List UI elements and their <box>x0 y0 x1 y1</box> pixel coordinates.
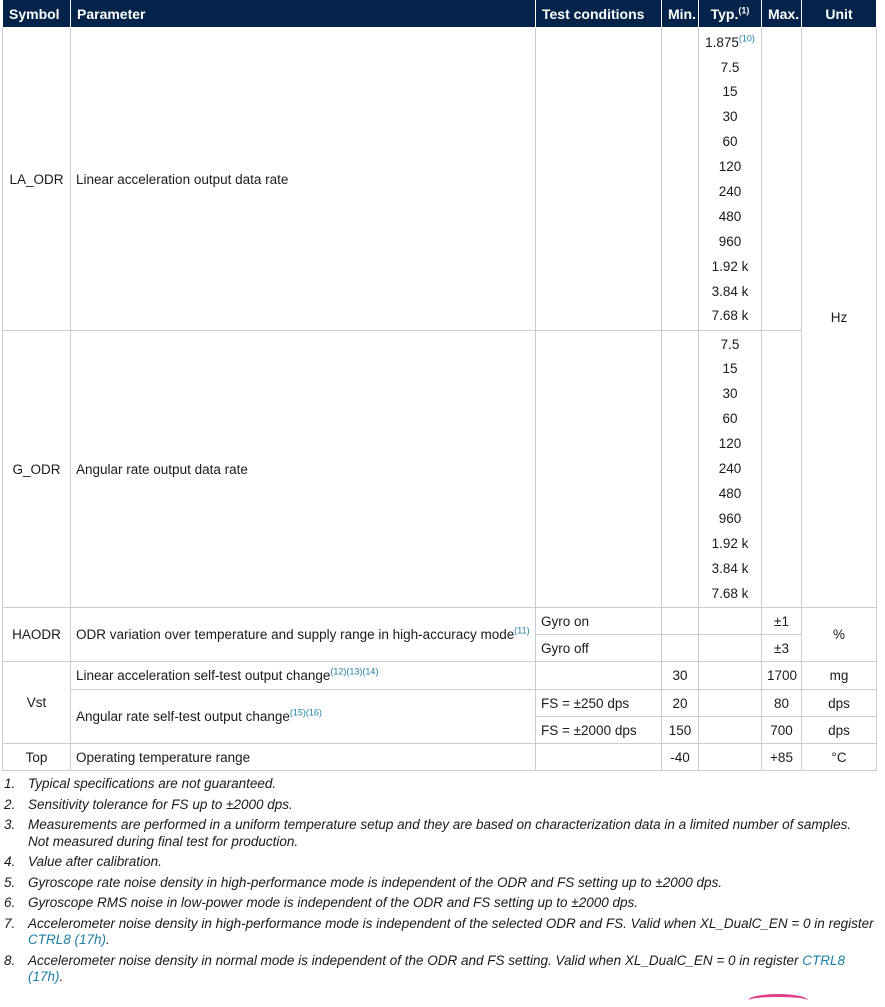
la-odr-conditions <box>536 28 662 331</box>
table-header-row <box>3 0 877 28</box>
la-odr-typ-value: 7.5 <box>720 59 740 75</box>
haodr-parameter-text: ODR variation over temperature and supply range in high-accuracy mode <box>76 627 515 642</box>
table-row-g-odr <box>3 331 877 608</box>
haodr-parameter-ref: (11) <box>514 625 530 636</box>
la-odr-parameter: Linear acceleration output data rate <box>71 28 536 331</box>
table-row-vst-g-1 <box>3 690 877 717</box>
haodr-symbol: HAODR <box>3 608 71 662</box>
header-min: Min. <box>662 0 699 28</box>
la-odr-typ-value: 480 <box>718 208 742 224</box>
footnote-text: Typical specifications are not guaranteed. <box>28 776 277 791</box>
la-odr-symbol: LA_ODR <box>3 28 71 331</box>
la-odr-typ-value: 120 <box>718 159 742 175</box>
vst-g-condition: FS = ±2000 dps <box>536 717 662 744</box>
vst-la-max: 1700 <box>762 662 802 690</box>
g-odr-typ-value: 7.68 k <box>711 585 749 601</box>
header-parameter: Parameter <box>71 0 536 28</box>
vst-la-ref: (12)(13)(14) <box>330 666 379 677</box>
footnote-text: Measurements are performed in a uniform temperature setup and they are based on characterization data in a limited number of samples. Not measured during final test for production. <box>28 817 852 849</box>
footnote-tail: . <box>106 932 110 947</box>
vst-la-parameter-text: Linear acceleration self-test output change <box>76 668 331 683</box>
vst-g-unit: dps <box>802 690 877 717</box>
footnote <box>4 953 874 986</box>
footnote-number: 4. <box>4 854 16 869</box>
footnote-text: Gyroscope RMS noise in low-power mode is independent of the ODR and FS setting up to ±2000 dps. <box>28 895 638 910</box>
footnote-number: 2. <box>4 796 16 812</box>
footnote <box>4 776 874 793</box>
vst-la-parameter <box>71 662 536 690</box>
la-odr-typ-first: 1.875 <box>705 34 739 50</box>
top-unit: °C <box>802 744 877 771</box>
haodr-min <box>662 635 699 662</box>
footnotes <box>4 776 874 986</box>
vst-g-max: 80 <box>762 690 802 717</box>
g-odr-typ-value: 7.5 <box>720 336 740 352</box>
haodr-condition: Gyro on <box>536 608 662 635</box>
haodr-max: ±1 <box>762 608 802 635</box>
table-row-top <box>3 744 877 771</box>
la-odr-typ-value: 15 <box>722 84 738 100</box>
footnote-text: Gyroscope rate noise density in high-performance mode is independent of the ODR and FS setting up to ±2000 dps. <box>28 874 723 890</box>
g-odr-conditions <box>536 331 662 608</box>
haodr-min <box>662 608 699 635</box>
table-row-haodr-1 <box>3 608 877 635</box>
la-odr-typ-first-ref: (10) <box>738 33 755 44</box>
haodr-typ <box>699 635 762 662</box>
vst-g-min: 150 <box>662 717 699 744</box>
top-min: -40 <box>662 744 699 771</box>
corner-logo-arc <box>748 994 808 1007</box>
la-odr-typ-value <box>704 29 756 56</box>
la-odr-typ-value: 7.68 k <box>711 308 749 324</box>
footnote-text: Sensitivity tolerance for FS up to ±2000 dps. <box>28 796 293 812</box>
header-typ-label: Typ. <box>710 5 739 22</box>
vst-g-ref: (15)(16) <box>289 707 322 718</box>
footnote-number: 8. <box>4 952 16 968</box>
header-symbol: Symbol <box>3 0 71 28</box>
top-parameter: Operating temperature range <box>71 744 536 771</box>
la-odr-typ-value: 960 <box>718 233 742 249</box>
footnote <box>4 875 874 892</box>
footnote-number: 6. <box>4 895 16 910</box>
g-odr-typ-value: 30 <box>722 386 738 402</box>
g-odr-typ-value: 960 <box>718 510 742 526</box>
vst-g-parameter <box>71 690 536 744</box>
header-test-conditions: Test conditions <box>536 0 662 28</box>
vst-la-unit: mg <box>802 662 877 690</box>
g-odr-typ-value: 60 <box>722 411 738 427</box>
g-odr-typ-list <box>699 331 762 608</box>
table-row-vst-la <box>3 662 877 690</box>
g-odr-typ-value: 3.84 k <box>711 560 749 576</box>
footnote-number: 1. <box>4 776 16 791</box>
g-odr-typ-value: 480 <box>718 485 742 501</box>
la-odr-typ-value: 30 <box>722 109 738 125</box>
vst-g-parameter-text: Angular rate self-test output change <box>76 709 290 724</box>
g-odr-typ-value: 15 <box>722 361 738 377</box>
g-odr-parameter: Angular rate output data rate <box>71 331 536 608</box>
vst-symbol: Vst <box>3 662 71 744</box>
haodr-condition: Gyro off <box>536 635 662 662</box>
table-row-la-odr <box>3 28 877 331</box>
vst-g-max: 700 <box>762 717 802 744</box>
haodr-typ <box>699 608 762 635</box>
top-condition <box>536 744 662 771</box>
top-typ <box>699 744 762 771</box>
footnote-text <box>28 916 874 949</box>
top-max: +85 <box>762 744 802 771</box>
header-typ-ref: (1) <box>738 4 750 15</box>
footnote <box>4 817 874 850</box>
la-odr-typ-list <box>699 28 762 331</box>
la-odr-typ-value: 1.92 k <box>711 258 749 274</box>
la-odr-typ-value: 3.84 k <box>711 283 749 299</box>
vst-la-condition <box>536 662 662 690</box>
odr-unit: Hz <box>802 28 877 608</box>
register-link[interactable]: CTRL8 (17h) <box>28 952 846 984</box>
haodr-max: ±3 <box>762 635 802 662</box>
la-odr-max <box>762 28 802 331</box>
footnote <box>4 916 874 949</box>
footnote-number: 7. <box>4 915 16 931</box>
vst-la-min: 30 <box>662 662 699 690</box>
footnote-number: 5. <box>4 874 16 890</box>
g-odr-symbol: G_ODR <box>3 331 71 608</box>
vst-g-typ <box>699 690 762 717</box>
footnote-text <box>28 953 874 986</box>
vst-g-typ <box>699 717 762 744</box>
register-link[interactable]: CTRL8 (17h) <box>28 932 107 947</box>
g-odr-typ-value: 120 <box>718 436 742 452</box>
footnote-tail: . <box>59 969 64 984</box>
header-max: Max. <box>762 0 802 28</box>
footnote-text: Value after calibration. <box>28 854 162 869</box>
g-odr-max <box>762 331 802 608</box>
footnote-body: Accelerometer noise density in normal mode is independent of the ODR and FS setting. Valid when XL_DualC_EN = 0 in register <box>28 952 803 968</box>
haodr-parameter <box>71 608 536 662</box>
header-unit: Unit <box>802 0 877 28</box>
la-odr-min <box>662 28 699 331</box>
g-odr-typ-value: 1.92 k <box>711 535 749 551</box>
la-odr-typ-value: 240 <box>718 184 742 199</box>
g-odr-min <box>662 331 699 608</box>
g-odr-typ-value: 240 <box>718 461 742 477</box>
footnote-number: 3. <box>4 817 16 832</box>
top-symbol: Top <box>3 744 71 771</box>
footnote-body: Accelerometer noise density in high-performance mode is independent of the selected ODR and FS. Valid when XL_DualC_EN = 0 in register <box>28 915 874 931</box>
vst-g-condition: FS = ±250 dps <box>536 690 662 717</box>
vst-g-unit: dps <box>802 717 877 744</box>
spec-table <box>2 0 877 771</box>
header-typ <box>699 0 762 28</box>
vst-g-min: 20 <box>662 690 699 717</box>
footnote <box>4 854 874 871</box>
footnote <box>4 895 874 912</box>
haodr-unit: % <box>802 608 877 662</box>
footnote <box>4 797 874 814</box>
la-odr-typ-value: 60 <box>722 134 738 150</box>
vst-la-typ <box>699 662 762 690</box>
